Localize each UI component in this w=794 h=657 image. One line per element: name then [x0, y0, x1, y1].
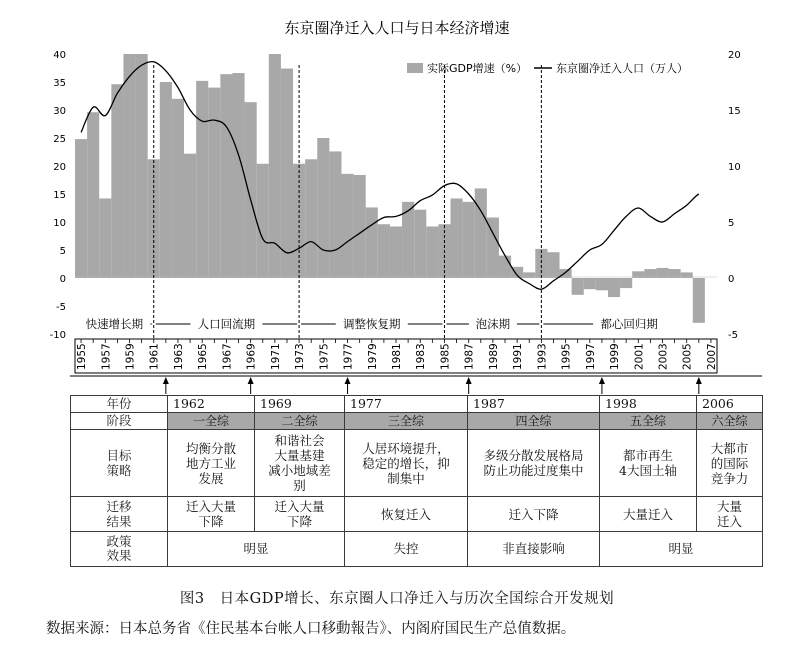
- x-tick-label: 1977: [342, 343, 355, 370]
- x-tick-label: 1967: [221, 343, 234, 370]
- right-tick-label: 20: [728, 50, 741, 61]
- period-label: 泡沫期: [475, 317, 511, 331]
- year-row: [71, 396, 763, 413]
- right-tick-label: 0: [728, 274, 735, 285]
- left-tick-label: 0: [59, 274, 66, 285]
- year-cell: 2006: [697, 396, 763, 413]
- x-tick-label: 1979: [366, 343, 379, 370]
- x-tick-label: 1969: [245, 343, 258, 370]
- gdp-bar: [257, 164, 269, 278]
- phase-cell: 三全综: [345, 413, 468, 430]
- gdp-bar: [329, 151, 341, 278]
- gdp-bar: [620, 278, 632, 288]
- gdp-bar: [184, 154, 196, 278]
- effect-row: [71, 532, 763, 567]
- strategy-cell: 人居环境提升， 稳定的增长，抑 制集中: [345, 430, 468, 497]
- gdp-bar: [390, 226, 402, 278]
- phase-cell: 四全综: [468, 413, 600, 430]
- right-tick-label: 10: [728, 162, 741, 173]
- x-tick-label: 1993: [536, 343, 549, 370]
- gdp-bar: [378, 224, 390, 278]
- right-tick-label: 15: [728, 106, 741, 117]
- x-tick-label: 2005: [681, 343, 694, 370]
- period-label: 都心回归期: [600, 317, 658, 331]
- plan-marker-arrowhead: [345, 377, 351, 384]
- gdp-bar: [354, 175, 366, 278]
- x-tick-label: 1975: [318, 343, 331, 370]
- x-tick-label: 1973: [294, 343, 307, 370]
- gdp-bar: [196, 81, 208, 278]
- left-tick-label: -5: [56, 302, 66, 313]
- x-tick-label: 1987: [463, 343, 476, 370]
- left-tick-label: 5: [59, 246, 66, 257]
- strategy-cell: 多级分散发展格局 防止功能过度集中: [468, 430, 600, 497]
- gdp-bar: [366, 207, 378, 278]
- period-label: 快速增长期: [85, 317, 144, 331]
- gdp-bar: [669, 269, 681, 278]
- left-tick-label: 20: [53, 162, 66, 173]
- gdp-bar: [584, 278, 596, 289]
- chart-title: 东京圈净迁入人口与日本经济增速: [284, 19, 510, 37]
- gdp-bar: [232, 73, 244, 278]
- gdp-bar: [136, 54, 148, 278]
- left-tick-label: -10: [49, 330, 66, 341]
- migration-label: 迁移 结果: [71, 497, 168, 532]
- right-tick-label: -5: [728, 330, 738, 341]
- x-tick-label: 1997: [584, 343, 597, 370]
- gdp-bar: [656, 268, 668, 278]
- x-tick-label: 1991: [512, 343, 525, 370]
- left-tick-label: 30: [53, 106, 66, 117]
- x-tick-label: 1971: [269, 343, 282, 370]
- gdp-bar: [305, 159, 317, 278]
- x-tick-label: 1963: [172, 343, 185, 370]
- x-tick-label: 1989: [487, 343, 500, 370]
- x-tick-label: 1983: [415, 343, 428, 370]
- gdp-bar: [560, 269, 572, 278]
- gdp-bar: [317, 138, 329, 278]
- legend-bar-label: 实际GDP增速（%）: [427, 62, 528, 75]
- gdp-bar: [608, 278, 620, 297]
- x-tick-label: 2007: [705, 343, 718, 370]
- left-tick-label: 10: [53, 218, 66, 229]
- phase-row: [71, 413, 763, 430]
- migration-cell: 大量 迁入: [697, 497, 763, 532]
- x-axis: [75, 339, 718, 373]
- strategy-cell: 均衡分散 地方工业 发展: [168, 430, 255, 497]
- phase-cell: 一全综: [168, 413, 255, 430]
- strategy-cell: 大都市 的国际 竞争力: [697, 430, 763, 497]
- gdp-bar: [245, 102, 257, 278]
- gdp-bar: [269, 54, 281, 278]
- gdp-bar: [535, 249, 547, 278]
- migration-cell: 大量迁入: [600, 497, 697, 532]
- plan-table: [70, 395, 763, 567]
- plan-marker-arrowhead: [466, 377, 472, 384]
- bar-series: [75, 54, 705, 323]
- effect-cell: 明显: [168, 532, 345, 567]
- gdp-bar: [123, 54, 135, 278]
- migration-cell: 迁入大量 下降: [255, 497, 345, 532]
- gdp-bar: [463, 202, 475, 278]
- gdp-bar: [596, 278, 608, 290]
- year-cell: 1969: [255, 396, 345, 413]
- phase-cell: 二全综: [255, 413, 345, 430]
- plan-marker-arrowhead: [599, 377, 605, 384]
- x-tick-label: 1985: [439, 343, 452, 370]
- gdp-bar: [281, 69, 293, 278]
- x-tick-label: 2003: [657, 343, 670, 370]
- gdp-bar: [572, 278, 584, 295]
- year-cell: 1977: [345, 396, 468, 413]
- migration-cell: 恢复迁入: [345, 497, 468, 532]
- data-source: 数据来源：日本总务省《住民基本台帐人口移動報告》、内阁府国民生产总值数据。: [46, 621, 576, 637]
- effect-cell: 明显: [600, 532, 763, 567]
- left-tick-label: 15: [53, 190, 66, 201]
- gdp-bar: [487, 218, 499, 278]
- strategy-row: [71, 430, 763, 497]
- gdp-bar: [172, 99, 184, 278]
- gdp-bar: [160, 82, 172, 278]
- timeline: [70, 376, 762, 394]
- gdp-bar: [87, 112, 99, 278]
- phase-cell: 五全综: [600, 413, 697, 430]
- gdp-bar: [475, 188, 487, 278]
- strategy-label: 目标 策略: [71, 430, 168, 497]
- migration-row: [71, 497, 763, 532]
- gdp-bar: [208, 88, 220, 278]
- x-tick-label: 2001: [633, 343, 646, 370]
- x-tick-label: 1957: [100, 343, 113, 370]
- gdp-bar: [99, 198, 111, 278]
- effect-cell: 失控: [345, 532, 468, 567]
- gdp-bar: [426, 226, 438, 278]
- year-cell: 1998: [600, 396, 697, 413]
- figure-caption: 图3 日本GDP增长、东京圈人口净迁入与历次全国综合开发规划: [179, 591, 615, 607]
- migration-cell: 迁入大量 下降: [168, 497, 255, 532]
- strategy-cell: 都市再生 4大国土轴: [600, 430, 697, 497]
- x-tick-label: 1981: [391, 343, 403, 370]
- left-tick-label: 35: [53, 78, 66, 89]
- x-tick-label: 1959: [124, 343, 137, 370]
- phase-label: 阶段: [71, 413, 168, 430]
- x-tick-label: 1999: [609, 343, 622, 370]
- x-tick-label: 1995: [560, 343, 573, 370]
- gdp-bar: [451, 198, 463, 278]
- effect-cell: 非直接影响: [468, 532, 600, 567]
- migration-cell: 迁入下降: [468, 497, 600, 532]
- year-cell: 1962: [168, 396, 255, 413]
- gdp-bar: [341, 174, 353, 278]
- effect-label: 政策 效果: [71, 532, 168, 567]
- gdp-bar: [414, 210, 426, 278]
- legend-bar-swatch: [407, 63, 423, 73]
- year-label: 年份: [71, 396, 168, 413]
- gdp-bar: [111, 84, 123, 278]
- period-label: 人口回流期: [197, 317, 256, 331]
- gdp-bar: [220, 74, 232, 278]
- x-tick-label: 1965: [197, 343, 210, 370]
- left-tick-label: 40: [53, 50, 66, 61]
- phase-cell: 六全综: [697, 413, 763, 430]
- left-tick-label: 25: [53, 134, 66, 145]
- legend-line-label: 东京圈净迁入人口（万人）: [556, 62, 688, 75]
- gdp-bar: [75, 139, 87, 278]
- strategy-cell: 和谐社会 大量基建 减小地域差 别: [255, 430, 345, 497]
- period-label: 调整恢复期: [343, 317, 401, 331]
- gdp-bar: [644, 269, 656, 278]
- x-tick-label: 1955: [76, 343, 89, 370]
- right-tick-label: 5: [728, 218, 735, 229]
- gdp-bar: [499, 256, 511, 278]
- plan-marker-arrowhead: [696, 377, 702, 384]
- plan-marker-arrowhead: [163, 377, 169, 384]
- gdp-bar: [693, 278, 705, 323]
- x-tick-label: 1961: [148, 343, 161, 370]
- gdp-bar: [547, 252, 559, 278]
- plan-marker-arrowhead: [248, 377, 254, 384]
- year-cell: 1987: [468, 396, 600, 413]
